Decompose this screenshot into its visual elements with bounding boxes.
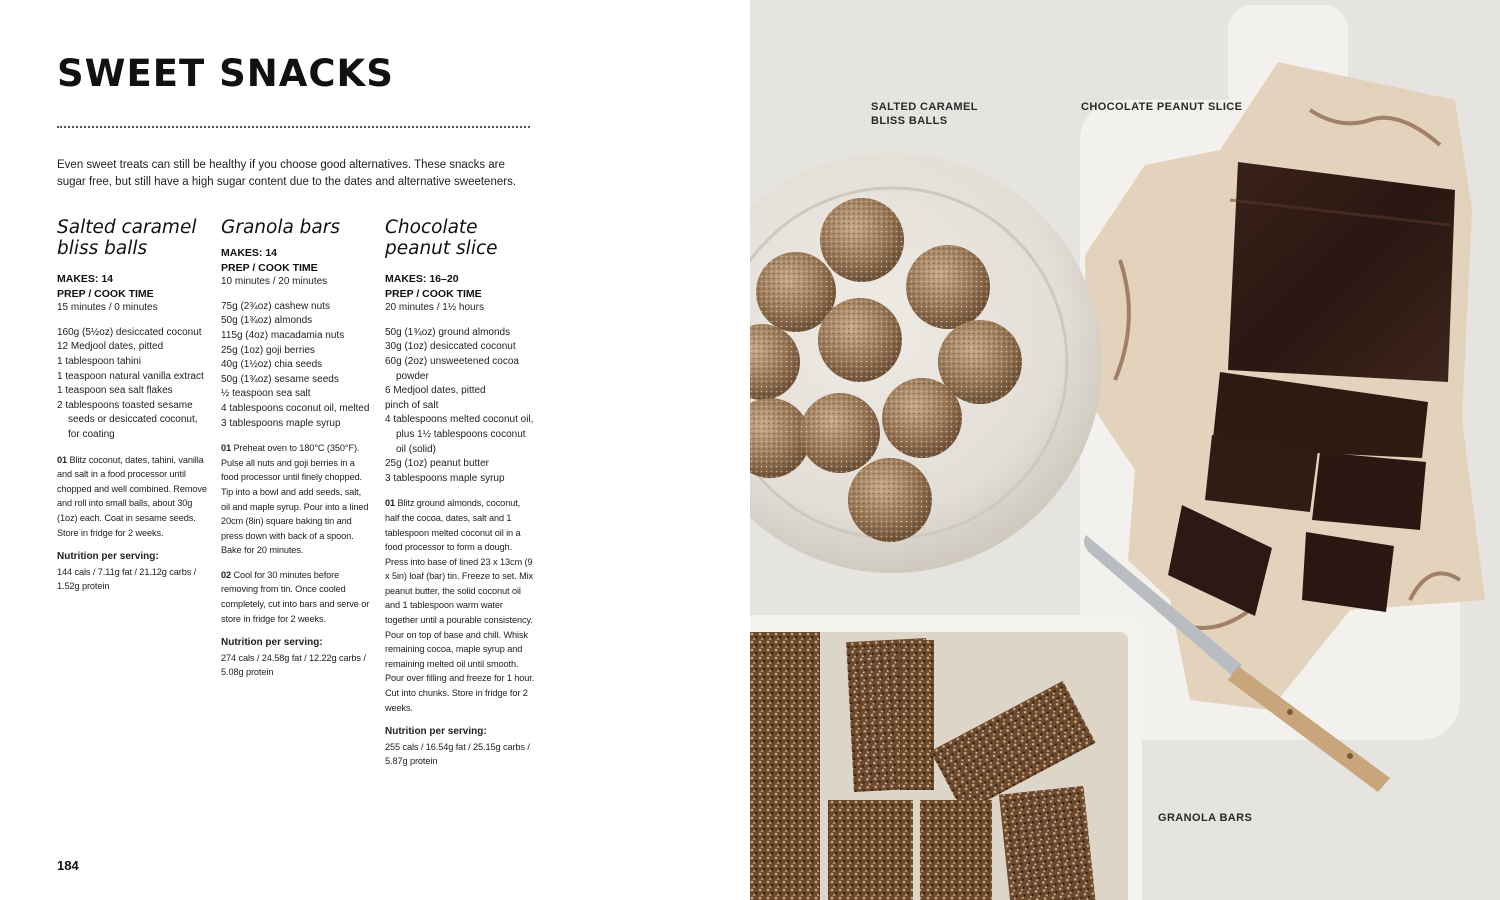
recipe-title: [221, 217, 371, 238]
ingredient-item: 50g (1¾oz) ground almonds: [385, 326, 511, 338]
nutrition-title: Nutrition per serving:: [57, 551, 159, 563]
spacer: [221, 558, 371, 568]
method-step: [57, 453, 207, 541]
step-number: 01: [385, 498, 396, 509]
ingredient-item: 1 teaspoon sea salt flakes: [57, 385, 173, 397]
label-granola-bars: GRANOLA BARS: [1158, 812, 1253, 824]
method-step: [221, 568, 371, 626]
spacer: [385, 486, 535, 496]
spacer: [221, 290, 371, 300]
nutrition-title: Nutrition per serving:: [221, 637, 323, 649]
recipe-title-line: bliss balls: [57, 238, 148, 259]
recipe-column: [385, 217, 535, 769]
makes-label: MAKES: 14: [221, 247, 278, 259]
spacer: [385, 715, 535, 725]
step-text: Cool for 30 minutes before removing from tin. Once cooled completely, cut into bars and serve or store in fridge for 2 weeks.: [221, 569, 370, 624]
spacer: [221, 626, 371, 636]
method-step: [385, 496, 535, 715]
ingredient-item: 40g (1½oz) chia seeds: [221, 359, 323, 371]
recipe-title-line: Granola bars: [221, 217, 341, 238]
prep-cook-label: PREP / COOK TIME: [221, 261, 318, 274]
page-title: SWEET SNACKS: [57, 52, 394, 95]
recipe-title-line: Salted caramel: [57, 217, 197, 238]
recipe-title-line: peanut slice: [385, 238, 498, 259]
spacer: [57, 316, 207, 326]
dotted-divider: [57, 126, 530, 128]
prep-cook-label: PREP / COOK TIME: [57, 287, 154, 300]
prep-cook-value: 15 minutes / 0 minutes: [57, 302, 158, 314]
ingredient-item: 4 tablespoons coconut oil, melted: [221, 402, 370, 414]
ingredient-item: 3 tablespoons maple syrup: [385, 472, 505, 484]
ingredient-item: 3 tablespoons maple syrup: [221, 417, 341, 429]
ingredient-item: 6 Medjool dates, pitted: [385, 385, 486, 397]
ingredient-item: 50g (1¾oz) almonds: [221, 315, 313, 327]
ingredient-item: 50g (1¾oz) sesame seeds: [221, 373, 339, 385]
step-number: 01: [57, 454, 68, 465]
prep-cook-value: 10 minutes / 20 minutes: [221, 276, 328, 288]
method-step: [221, 441, 371, 558]
spacer: [385, 316, 535, 326]
ingredient-item: 4 tablespoons melted coconut oil, plus 1½ tablespoons coconut oil (solid): [385, 414, 534, 455]
step-number: 01: [221, 443, 232, 454]
ingredient-item: 12 Medjool dates, pitted: [57, 341, 164, 353]
ingredient-item: 30g (1oz) desiccated coconut: [385, 341, 516, 353]
label-chocolate-slice: CHOCOLATE PEANUT SLICE: [1081, 101, 1243, 113]
ingredient-item: 60g (2oz) unsweetened cocoa powder: [385, 355, 519, 382]
nutrition-title: Nutrition per serving:: [385, 726, 487, 738]
ingredient-item: pinch of salt: [385, 399, 439, 411]
nutrition-values: 255 cals / 16.54g fat / 25.15g carbs / 5.87g protein: [385, 741, 530, 767]
recipe-title-line: Chocolate: [385, 217, 478, 238]
recipe-column: [221, 217, 371, 680]
step-text: Blitz coconut, dates, tahini, vanilla and salt in a food processor until chopped and well combined. Remove and roll into small balls, about 30g (1oz) each. Coat in sesame seeds. Store in fridge for 2 weeks.: [57, 454, 207, 538]
recipe-column: [57, 217, 207, 594]
spacer: [221, 431, 371, 441]
step-text: Preheat oven to 180°C (350°F). Pulse all nuts and goji berries in a food processor until finely chopped. Tip into a bowl and add seeds, salt, oil and maple syrup. Pour into a lined 20cm (8in) square baking tin and press down with back of a spoon. Bake for 20 minutes.: [221, 443, 369, 556]
ingredient-item: 160g (5½oz) desiccated coconut: [57, 326, 202, 338]
ingredient-item: ½ teaspoon sea salt: [221, 388, 311, 400]
ingredient-item: 75g (2¾oz) cashew nuts: [221, 300, 330, 312]
label-bliss-balls: SALTED CARAMEL BLISS BALLS: [871, 101, 978, 127]
ingredient-item: 115g (4oz) macadamia nuts: [221, 329, 345, 341]
prep-cook-label: PREP / COOK TIME: [385, 287, 482, 300]
food-photo-illustration: [750, 0, 1500, 900]
step-number: 02: [221, 569, 232, 580]
prep-cook-value: 20 minutes / 1½ hours: [385, 302, 484, 314]
ingredient-item: 25g (1oz) goji berries: [221, 344, 315, 356]
ingredient-item: 1 teaspoon natural vanilla extract: [57, 370, 204, 382]
makes-label: MAKES: 14: [57, 273, 114, 285]
recipe-title: [385, 217, 535, 259]
ingredient-item: 25g (1oz) peanut butter: [385, 458, 489, 470]
ingredient-item: 1 tablespoon tahini: [57, 355, 141, 367]
nutrition-values: 144 cals / 7.11g fat / 21.12g carbs / 1.52g protein: [57, 566, 197, 592]
recipe-title: [57, 217, 207, 259]
step-text: Blitz ground almonds, coconut, half the cocoa, dates, salt and 1 tablespoon melted coconut oil in a food processor to form a dough. Press into base of lined 23 x 13cm (9 x 5in) loaf (bar) tin. Freeze to set. Mix peanut butter, the solid coconut oil and 1 tablespoon warm water together until a pourable consistency. Pour on top of base and chill. Whisk remaining cocoa, maple syrup and remaining melted oil until smooth. Pour over filling and freeze for 1 hour. Cut into chunks. Store in fridge for 2 weeks.: [385, 498, 535, 713]
spacer: [57, 540, 207, 550]
spacer: [57, 443, 207, 453]
nutrition-values: 274 cals / 24.58g fat / 12.22g carbs / 5.08g protein: [221, 652, 366, 678]
makes-label: MAKES: 16–20: [385, 273, 459, 285]
intro-paragraph: Even sweet treats can still be healthy if you choose good alternatives. These snacks are sugar free, but still have a high sugar content due to the dates and alternative sweeteners.: [57, 159, 517, 188]
ingredient-item: 2 tablespoons toasted sesame seeds or desiccated coconut, for coating: [57, 399, 198, 440]
page-number: 184: [57, 858, 79, 873]
recipe-photo: [750, 0, 1500, 900]
